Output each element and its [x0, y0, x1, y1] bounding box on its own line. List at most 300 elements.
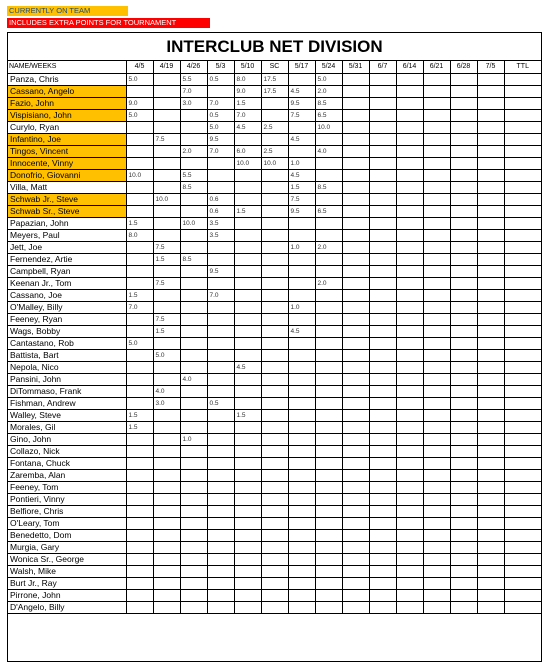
score-cell: [396, 601, 423, 613]
score-cell: [288, 217, 315, 229]
score-cell: [207, 589, 234, 601]
score-cell: [477, 517, 504, 529]
score-cell: [396, 157, 423, 169]
score-cell: [342, 541, 369, 553]
score-cell: [180, 397, 207, 409]
score-cell: [477, 493, 504, 505]
player-name: D'Angelo, Billy: [8, 601, 126, 613]
table-row: [8, 589, 541, 601]
score-cell: [423, 217, 450, 229]
score-cell: [369, 265, 396, 277]
score-cell: [369, 553, 396, 565]
player-name: Fontana, Chuck: [8, 457, 126, 469]
score-cell: [261, 589, 288, 601]
score-cell: [126, 145, 153, 157]
score-cell: [369, 121, 396, 133]
score-cell: [288, 553, 315, 565]
table-row: [8, 553, 541, 565]
score-cell: [477, 469, 504, 481]
score-cell: [423, 505, 450, 517]
player-name: Nepola, Nico: [8, 361, 126, 373]
score-cell: [477, 397, 504, 409]
score-cell: [396, 253, 423, 265]
score-cell: 8.5: [180, 181, 207, 193]
score-cell: [450, 373, 477, 385]
score-cell: [477, 361, 504, 373]
score-cell: [261, 169, 288, 181]
score-cell: [261, 265, 288, 277]
score-cell: [477, 73, 504, 85]
score-cell: [396, 421, 423, 433]
score-cell: [504, 325, 541, 337]
score-cell: [450, 565, 477, 577]
score-cell: [450, 457, 477, 469]
player-name: Walley, Steve: [8, 409, 126, 421]
score-cell: 8.0: [126, 229, 153, 241]
score-cell: 1.0: [288, 157, 315, 169]
score-cell: 7.5: [288, 193, 315, 205]
score-cell: [477, 169, 504, 181]
score-cell: [288, 265, 315, 277]
table-row: [8, 217, 541, 229]
score-cell: [315, 481, 342, 493]
score-cell: [423, 565, 450, 577]
column-header-week: 4/19: [153, 61, 180, 73]
score-cell: [234, 349, 261, 361]
score-cell: [180, 313, 207, 325]
score-cell: [261, 445, 288, 457]
score-cell: [126, 121, 153, 133]
score-cell: [450, 589, 477, 601]
score-cell: 0.5: [207, 73, 234, 85]
score-cell: [450, 577, 477, 589]
score-cell: [477, 409, 504, 421]
score-cell: [396, 433, 423, 445]
player-name: Innocente, Vinny: [8, 157, 126, 169]
score-cell: 1.5: [153, 325, 180, 337]
score-cell: [450, 313, 477, 325]
score-cell: [261, 421, 288, 433]
score-cell: 7.0: [180, 85, 207, 97]
player-name: Infantino, Joe: [8, 133, 126, 145]
score-cell: [207, 313, 234, 325]
table-row: [8, 421, 541, 433]
score-cell: [369, 133, 396, 145]
score-cell: [153, 73, 180, 85]
player-name: Belfiore, Chris: [8, 505, 126, 517]
score-cell: [153, 289, 180, 301]
score-cell: [207, 373, 234, 385]
score-cell: [342, 157, 369, 169]
score-cell: [477, 349, 504, 361]
score-cell: [288, 541, 315, 553]
score-cell: [369, 541, 396, 553]
score-cell: [207, 421, 234, 433]
table-row: [8, 301, 541, 313]
player-name: Wags, Bobby: [8, 325, 126, 337]
score-cell: [504, 313, 541, 325]
column-header-week: 6/21: [423, 61, 450, 73]
score-cell: [288, 121, 315, 133]
score-cell: [315, 169, 342, 181]
score-cell: [261, 337, 288, 349]
score-cell: [342, 421, 369, 433]
player-name: Curylo, Ryan: [8, 121, 126, 133]
score-cell: 10.0: [153, 193, 180, 205]
score-cell: [153, 589, 180, 601]
score-cell: [180, 205, 207, 217]
player-name: Murgia, Gary: [8, 541, 126, 553]
score-cell: [153, 109, 180, 121]
table-row: [8, 349, 541, 361]
score-cell: [396, 85, 423, 97]
score-cell: [369, 145, 396, 157]
score-cell: [369, 385, 396, 397]
score-cell: [315, 589, 342, 601]
score-cell: [153, 373, 180, 385]
player-name: Fishman, Andrew: [8, 397, 126, 409]
score-cell: [342, 553, 369, 565]
score-cell: [288, 517, 315, 529]
score-cell: [396, 229, 423, 241]
score-cell: [504, 493, 541, 505]
score-cell: [126, 541, 153, 553]
score-cell: [342, 529, 369, 541]
score-cell: [450, 529, 477, 541]
score-cell: [396, 277, 423, 289]
score-cell: [315, 457, 342, 469]
score-cell: [126, 457, 153, 469]
score-cell: [288, 229, 315, 241]
score-cell: [423, 373, 450, 385]
table-row: [8, 205, 541, 217]
score-cell: [234, 505, 261, 517]
score-cell: 7.5: [153, 313, 180, 325]
score-cell: [180, 553, 207, 565]
score-cell: [396, 193, 423, 205]
score-cell: 6.5: [315, 205, 342, 217]
score-cell: [342, 133, 369, 145]
score-cell: [369, 97, 396, 109]
score-cell: [153, 433, 180, 445]
score-cell: 1.5: [126, 289, 153, 301]
score-cell: [153, 541, 180, 553]
score-cell: [342, 301, 369, 313]
player-name: Fazio, John: [8, 97, 126, 109]
score-cell: 1.0: [180, 433, 207, 445]
score-cell: [315, 577, 342, 589]
score-cell: [153, 565, 180, 577]
score-cell: [477, 133, 504, 145]
score-cell: 1.5: [126, 217, 153, 229]
score-cell: [369, 73, 396, 85]
score-cell: 10.0: [315, 121, 342, 133]
score-cell: [369, 85, 396, 97]
score-cell: [315, 517, 342, 529]
score-cell: [369, 217, 396, 229]
table-row: [8, 481, 541, 493]
score-cell: [207, 157, 234, 169]
score-cell: [477, 505, 504, 517]
score-cell: [342, 481, 369, 493]
score-cell: [153, 145, 180, 157]
score-cell: [396, 565, 423, 577]
table-row: [8, 409, 541, 421]
score-cell: [261, 217, 288, 229]
score-cell: [180, 241, 207, 253]
score-cell: [342, 337, 369, 349]
score-cell: [207, 385, 234, 397]
score-cell: [477, 85, 504, 97]
score-cell: [261, 193, 288, 205]
score-cell: [342, 469, 369, 481]
score-cell: [369, 469, 396, 481]
player-name: Panza, Chris: [8, 73, 126, 85]
score-cell: [126, 253, 153, 265]
column-header-week: 5/31: [342, 61, 369, 73]
score-cell: [180, 457, 207, 469]
score-cell: [126, 505, 153, 517]
player-name: Cassano, Angelo: [8, 85, 126, 97]
score-cell: 1.5: [126, 409, 153, 421]
score-cell: [261, 253, 288, 265]
score-cell: [207, 601, 234, 613]
score-cell: [126, 85, 153, 97]
table-row: [8, 145, 541, 157]
score-cell: 1.5: [234, 97, 261, 109]
score-cell: [180, 409, 207, 421]
score-cell: [342, 577, 369, 589]
table-row: [8, 169, 541, 181]
score-cell: [450, 277, 477, 289]
score-cell: [234, 301, 261, 313]
score-cell: [261, 505, 288, 517]
score-cell: [126, 601, 153, 613]
score-cell: 9.5: [288, 205, 315, 217]
score-cell: [450, 349, 477, 361]
column-header-week: 6/7: [369, 61, 396, 73]
score-cell: [126, 445, 153, 457]
score-cell: [288, 277, 315, 289]
score-cell: [207, 505, 234, 517]
score-cell: [207, 457, 234, 469]
score-cell: [288, 493, 315, 505]
score-cell: [504, 589, 541, 601]
table-row: [8, 529, 541, 541]
score-cell: [477, 229, 504, 241]
score-cell: [450, 181, 477, 193]
score-cell: 4.5: [288, 85, 315, 97]
player-name: Pansini, John: [8, 373, 126, 385]
score-cell: [396, 397, 423, 409]
score-cell: [423, 457, 450, 469]
score-cell: [234, 397, 261, 409]
score-cell: [396, 553, 423, 565]
score-cell: 9.5: [207, 133, 234, 145]
score-cell: [315, 337, 342, 349]
score-cell: 8.5: [315, 97, 342, 109]
score-cell: [423, 529, 450, 541]
table-row: [8, 373, 541, 385]
score-cell: [504, 97, 541, 109]
score-cell: [288, 289, 315, 301]
score-cell: [153, 517, 180, 529]
score-cell: [504, 445, 541, 457]
table-row: [8, 325, 541, 337]
table-row: [8, 457, 541, 469]
score-cell: [342, 565, 369, 577]
score-cell: [450, 289, 477, 301]
score-cell: [369, 325, 396, 337]
score-cell: [207, 301, 234, 313]
score-cell: [369, 301, 396, 313]
player-name: Tingos, Vincent: [8, 145, 126, 157]
score-cell: [477, 421, 504, 433]
score-cell: [315, 493, 342, 505]
score-cell: [450, 85, 477, 97]
score-cell: [180, 601, 207, 613]
score-cell: [234, 277, 261, 289]
legend-extra-points: INCLUDES EXTRA POINTS FOR TOURNAMENT: [7, 18, 210, 28]
score-cell: [396, 325, 423, 337]
score-cell: [234, 553, 261, 565]
score-cell: [396, 289, 423, 301]
table-row: [8, 577, 541, 589]
score-cell: 3.0: [180, 97, 207, 109]
score-cell: [423, 325, 450, 337]
score-cell: [396, 469, 423, 481]
score-cell: 5.0: [153, 349, 180, 361]
score-cell: [342, 145, 369, 157]
score-cell: [288, 505, 315, 517]
table-row: [8, 73, 541, 85]
score-cell: [477, 313, 504, 325]
score-cell: [207, 481, 234, 493]
score-cell: [261, 277, 288, 289]
score-cell: [423, 337, 450, 349]
score-cell: [477, 325, 504, 337]
score-cell: [261, 385, 288, 397]
score-cell: [450, 421, 477, 433]
score-cell: [315, 505, 342, 517]
score-cell: [504, 229, 541, 241]
player-name: Collazo, Nick: [8, 445, 126, 457]
player-name: Wonica Sr., George: [8, 553, 126, 565]
score-cell: [180, 157, 207, 169]
score-cell: [423, 433, 450, 445]
score-cell: 1.5: [126, 421, 153, 433]
score-cell: [153, 265, 180, 277]
score-cell: [261, 541, 288, 553]
score-cell: [288, 565, 315, 577]
score-cell: [342, 445, 369, 457]
score-cell: [315, 373, 342, 385]
score-cell: [180, 301, 207, 313]
score-cell: [477, 205, 504, 217]
score-cell: [288, 481, 315, 493]
score-cell: [126, 349, 153, 361]
score-cell: [180, 385, 207, 397]
score-cell: 5.0: [315, 73, 342, 85]
table-row: [8, 85, 541, 97]
score-cell: [504, 85, 541, 97]
score-cell: [477, 193, 504, 205]
score-cell: [315, 133, 342, 145]
score-cell: [261, 373, 288, 385]
score-cell: [396, 265, 423, 277]
table-row: [8, 361, 541, 373]
score-cell: [126, 313, 153, 325]
score-cell: [261, 97, 288, 109]
score-cell: 2.0: [315, 85, 342, 97]
score-cell: [396, 505, 423, 517]
score-cell: [504, 121, 541, 133]
score-cell: [423, 421, 450, 433]
player-name: O'Malley, Billy: [8, 301, 126, 313]
score-cell: [288, 589, 315, 601]
score-cell: [207, 433, 234, 445]
player-name: Meyers, Paul: [8, 229, 126, 241]
score-cell: [504, 109, 541, 121]
score-cell: [423, 409, 450, 421]
score-cell: [288, 601, 315, 613]
score-cell: [207, 337, 234, 349]
score-cell: [153, 169, 180, 181]
score-cell: [477, 457, 504, 469]
score-cell: 2.0: [315, 277, 342, 289]
score-cell: [207, 469, 234, 481]
score-cell: [450, 193, 477, 205]
player-name: Gino, John: [8, 433, 126, 445]
score-cell: [369, 169, 396, 181]
score-cell: [450, 73, 477, 85]
score-cell: [126, 529, 153, 541]
table-row: [8, 193, 541, 205]
score-cell: [450, 253, 477, 265]
score-cell: [423, 313, 450, 325]
score-cell: [288, 337, 315, 349]
score-cell: [180, 505, 207, 517]
score-cell: [261, 517, 288, 529]
score-cell: 3.5: [207, 217, 234, 229]
score-cell: [234, 493, 261, 505]
score-cell: 2.0: [315, 241, 342, 253]
score-cell: [369, 181, 396, 193]
player-name: O'Leary, Tom: [8, 517, 126, 529]
score-cell: [315, 349, 342, 361]
score-cell: [504, 553, 541, 565]
column-header-week: 4/26: [180, 61, 207, 73]
score-cell: [153, 121, 180, 133]
score-cell: [288, 253, 315, 265]
score-cell: [342, 109, 369, 121]
score-cell: [342, 217, 369, 229]
score-cell: [423, 133, 450, 145]
score-cell: [153, 229, 180, 241]
score-cell: [342, 385, 369, 397]
player-name: Fernendez, Artie: [8, 253, 126, 265]
score-cell: [450, 493, 477, 505]
score-cell: [126, 361, 153, 373]
score-cell: 7.5: [153, 277, 180, 289]
column-header-week: 6/28: [450, 61, 477, 73]
score-cell: [153, 469, 180, 481]
score-cell: [315, 445, 342, 457]
column-header-week: 4/5: [126, 61, 153, 73]
score-cell: [369, 289, 396, 301]
score-cell: [423, 541, 450, 553]
score-cell: [342, 85, 369, 97]
